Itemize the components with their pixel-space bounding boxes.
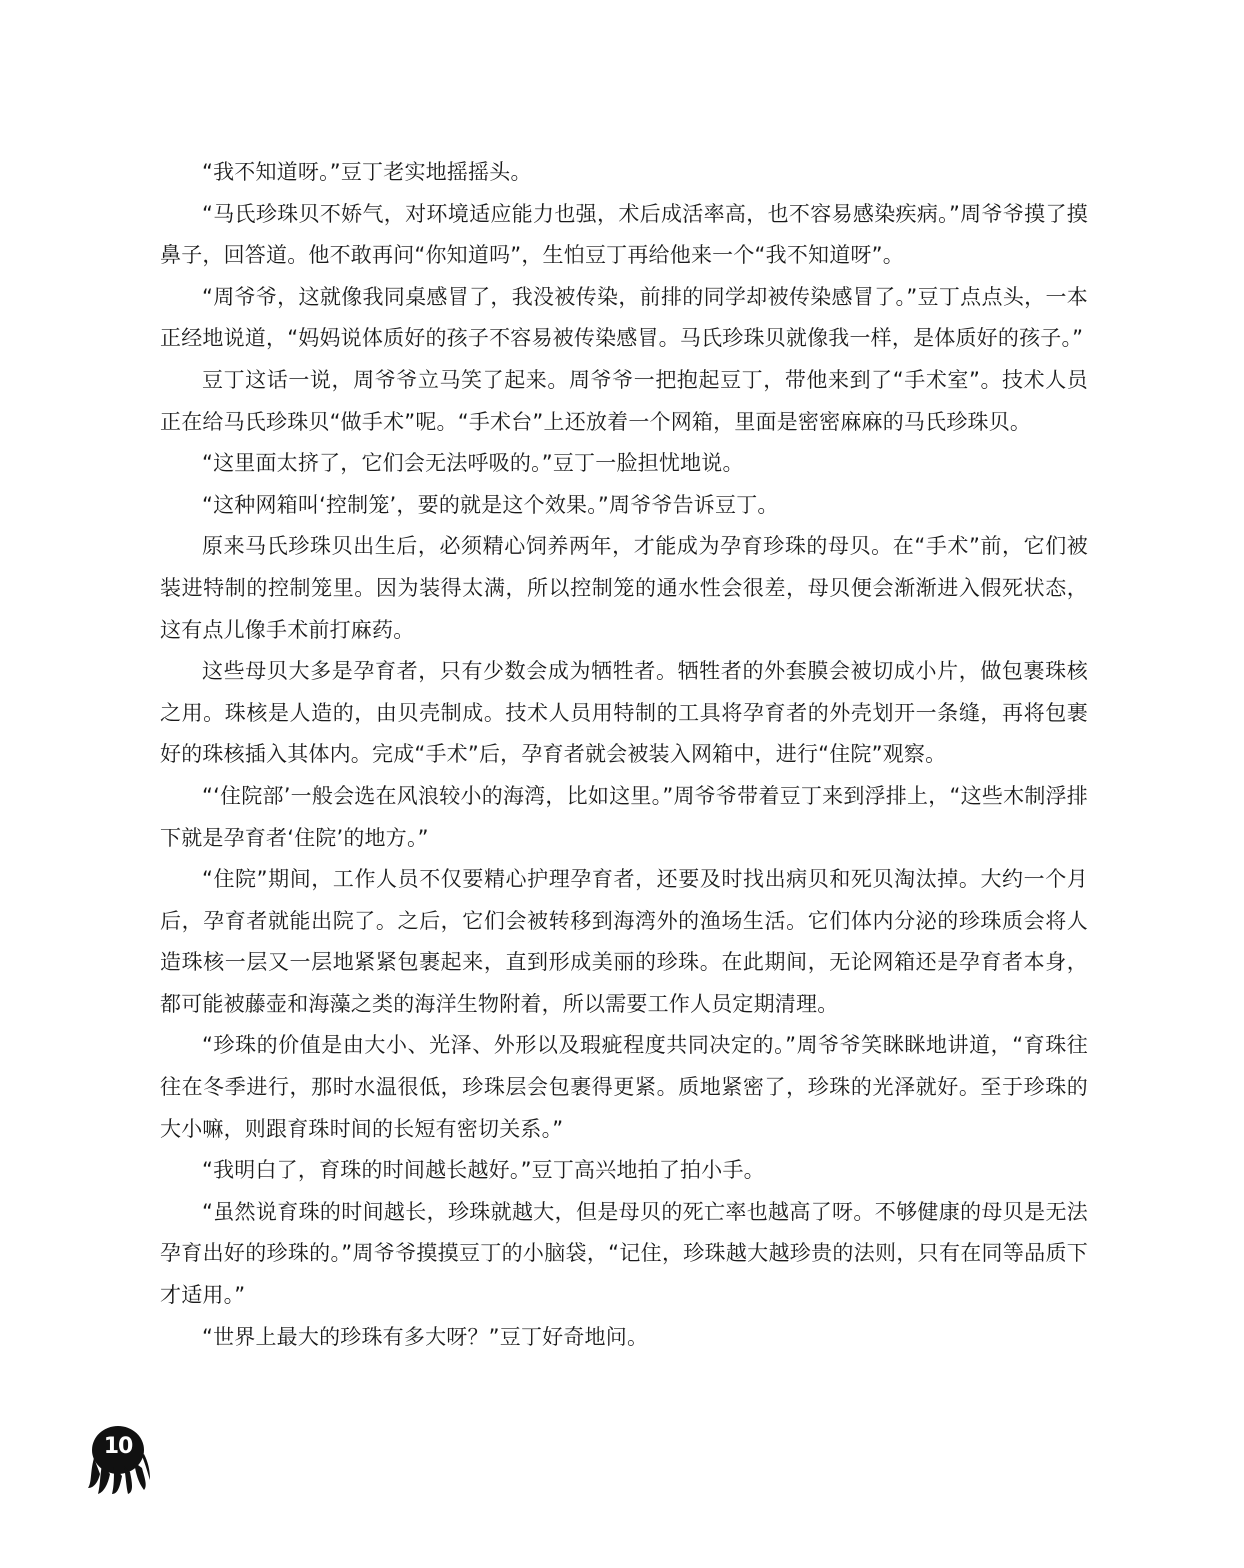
paragraph-14: “世界上最大的珍珠有多大呀？”豆丁好奇地问。 bbox=[202, 1324, 649, 1349]
paragraph-10: “住院”期间，工作人员不仅要精心护理孕育者，还要及时找出病贝和死贝淘汰掉。大约一个月后，孕育者就能出院了。之后，它们会被转移到海湾外的渔场生活。它们体内分泌的珍珠质会将人造珠核一层又一层地紧紧包裹起来，直到形成美丽的珍珠。在此期间，无论网箱还是孕育者本身，都可能被藤壶和海藻之类的海洋生物附着，所以需要工作人员定期清理。 bbox=[160, 867, 1088, 1016]
page-number: 10 bbox=[103, 1434, 133, 1459]
paragraph-11: “珍珠的价值是由大小、光泽、外形以及瑕疵程度共同决定的。”周爷爷笑眯眯地讲道，“育珠往往在冬季进行，那时水温很低，珍珠层会包裹得更紧。质地紧密了，珍珠的光泽就好。至于珍珠的大小嘛，则跟育珠时间的长短有密切关系。” bbox=[160, 1033, 1088, 1141]
paragraph-7: 原来马氏珍珠贝出生后，必须精心饲养两年，才能成为孕育珍珠的母贝。在“手术”前，它们被装进特制的控制笼里。因为装得太满，所以控制笼的通水性会很差，母贝便会渐渐进入假死状态，这有点儿像手术前打麻药。 bbox=[160, 534, 1088, 642]
paragraph-6: “这种网箱叫‘控制笼’，要的就是这个效果。”周爷爷告诉豆丁。 bbox=[202, 492, 779, 517]
paragraph-3: “周爷爷，这就像我同桌感冒了，我没被传染，前排的同学却被传染感冒了。”豆丁点点头，一本正经地说道，“妈妈说体质好的孩子不容易被传染感冒。马氏珍珠贝就像我一样，是体质好的孩子。” bbox=[160, 284, 1088, 351]
paragraph-5: “这里面太挤了，它们会无法呼吸的。”豆丁一脸担忧地说。 bbox=[202, 451, 744, 476]
paragraph-12: “我明白了，育珠的时间越长越好。”豆丁高兴地拍了拍小手。 bbox=[202, 1158, 765, 1183]
paragraph-2: “马氏珍珠贝不娇气，对环境适应能力也强，术后成活率高，也不容易感染疾病。”周爷爷摸了摸鼻子，回答道。他不敢再问“你知道吗”，生怕豆丁再给他来一个“我不知道呀”。 bbox=[160, 201, 1088, 268]
paragraph-8: 这些母贝大多是孕育者，只有少数会成为牺牲者。牺牲者的外套膜会被切成小片，做包裹珠核之用。珠核是人造的，由贝壳制成。技术人员用特制的工具将孕育者的外壳划开一条缝，再将包裹好的珠核插入其体内。完成“手术”后，孕育者就会被装入网箱中，进行“住院”观察。 bbox=[160, 659, 1088, 767]
body-text bbox=[160, 152, 1088, 1358]
paragraph-1: “我不知道呀。”豆丁老实地摇摇头。 bbox=[202, 160, 532, 184]
paragraph-4: 豆丁这话一说，周爷爷立马笑了起来。周爷爷一把抱起豆丁，带他来到了“手术室”。技术人员正在给马氏珍珠贝“做手术”呢。“手术台”上还放着一个网箱，里面是密密麻麻的马氏珍珠贝。 bbox=[160, 367, 1088, 434]
page-number-badge bbox=[86, 1424, 150, 1496]
paragraph-13: “虽然说育珠的时间越长，珍珠就越大，但是母贝的死亡率也越高了呀。不够健康的母贝是无法孕育出好的珍珠的。”周爷爷摸摸豆丁的小脑袋，“记住，珍珠越大越珍贵的法则，只有在同等品质下才适用。” bbox=[160, 1199, 1088, 1308]
paragraph-9: “‘住院部’一般会选在风浪较小的海湾，比如这里。”周爷爷带着豆丁来到浮排上，“这些木制浮排下就是孕育者‘住院’的地方。” bbox=[160, 783, 1088, 850]
